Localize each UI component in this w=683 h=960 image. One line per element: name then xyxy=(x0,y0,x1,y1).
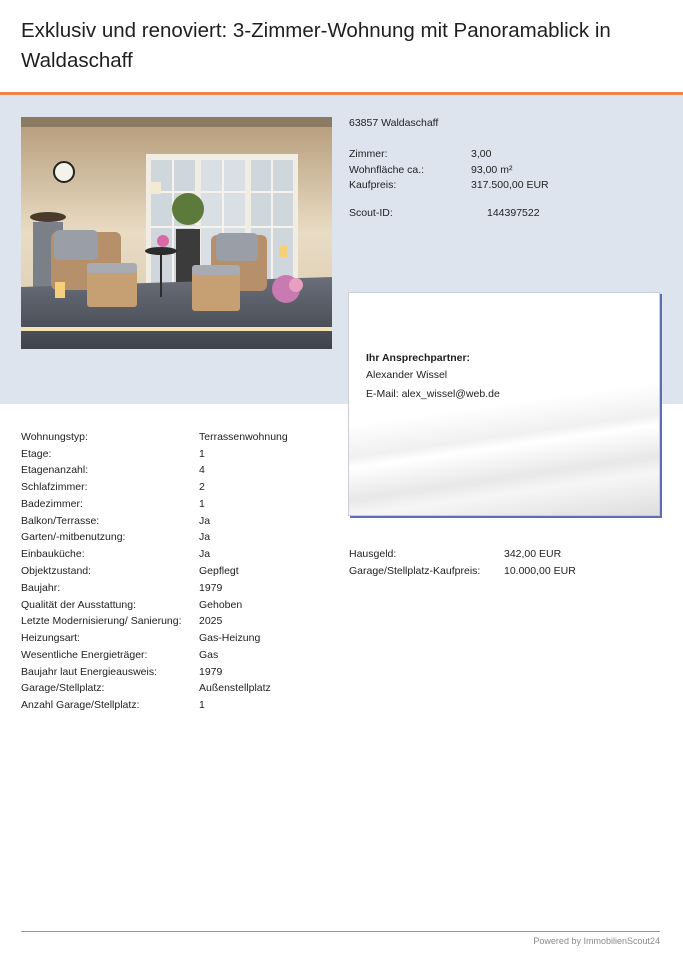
footer-credit: Powered by ImmobilienScout24 xyxy=(533,936,660,946)
detail-value: Ja xyxy=(199,548,211,560)
fact-row-rooms xyxy=(349,148,659,163)
scout-id-row xyxy=(349,207,659,222)
detail-label: Qualität der Ausstattung: xyxy=(21,599,136,611)
detail-value: 1979 xyxy=(199,582,223,594)
detail-label: Garage/Stellplatz: xyxy=(21,682,105,694)
detail-value: Ja xyxy=(199,531,211,543)
footer-divider xyxy=(21,931,660,932)
detail-value: Gepflegt xyxy=(199,565,239,577)
detail-value: Terrassenwohnung xyxy=(199,431,288,443)
cost-label: Hausgeld: xyxy=(349,548,397,560)
contact-name: Alexander Wissel xyxy=(366,369,448,381)
detail-row xyxy=(21,632,331,649)
detail-row xyxy=(21,548,331,565)
fact-row-price xyxy=(349,179,659,194)
detail-label: Etagenanzahl: xyxy=(21,464,89,476)
detail-row xyxy=(21,682,331,699)
detail-value: 1 xyxy=(199,498,205,510)
detail-row xyxy=(21,582,331,599)
fact-value: 3,00 xyxy=(471,148,492,160)
header xyxy=(0,0,683,92)
detail-label: Etage: xyxy=(21,448,52,460)
property-photo xyxy=(21,117,332,349)
detail-value: Ja xyxy=(199,515,211,527)
fact-value: 317.500,00 EUR xyxy=(471,179,549,191)
location: 63857 Waldaschaff xyxy=(349,117,439,129)
page-title: Exklusiv und renoviert: 3-Zimmer-Wohnung mit Panoramablick in Waldaschaff xyxy=(21,19,611,72)
fact-row-living-area xyxy=(349,164,659,179)
detail-label: Balkon/Terrasse: xyxy=(21,515,100,527)
detail-value: 2025 xyxy=(199,615,223,627)
detail-label: Letzte Modernisierung/ Sanierung: xyxy=(21,615,182,627)
detail-row xyxy=(21,498,331,515)
detail-value: Gas xyxy=(199,649,219,661)
detail-row xyxy=(21,615,331,632)
scout-id-value: 144397522 xyxy=(487,207,540,219)
detail-row xyxy=(21,599,331,616)
detail-label: Garten/-mitbenutzung: xyxy=(21,531,126,543)
contact-card xyxy=(348,292,660,516)
detail-row xyxy=(21,464,331,481)
terrace-photo-image xyxy=(21,117,332,349)
detail-row xyxy=(21,515,331,532)
detail-row xyxy=(21,448,331,465)
detail-label: Schlafzimmer: xyxy=(21,481,88,493)
detail-value: Außenstellplatz xyxy=(199,682,271,694)
detail-label: Heizungsart: xyxy=(21,632,80,644)
detail-row xyxy=(21,565,331,582)
fact-label: Kaufpreis: xyxy=(349,179,397,191)
detail-row xyxy=(21,481,331,498)
detail-value: 4 xyxy=(199,464,205,476)
detail-row xyxy=(21,431,331,448)
detail-label: Wesentliche Energieträger: xyxy=(21,649,148,661)
contact-email[interactable]: E-Mail: alex_wissel@web.de xyxy=(366,388,500,400)
detail-label: Badezimmer: xyxy=(21,498,83,510)
detail-label: Anzahl Garage/Stellplatz: xyxy=(21,699,140,711)
detail-row xyxy=(21,666,331,683)
fact-label: Wohnfläche ca.: xyxy=(349,164,425,176)
detail-label: Baujahr laut Energieausweis: xyxy=(21,666,157,678)
detail-label: Einbauküche: xyxy=(21,548,85,560)
contact-heading: Ihr Ansprechpartner: xyxy=(366,352,471,364)
cost-label: Garage/Stellplatz-Kaufpreis: xyxy=(349,565,481,577)
detail-row xyxy=(21,649,331,666)
cost-row-parking-price xyxy=(349,565,659,582)
cost-row-hausgeld xyxy=(349,548,659,565)
detail-label: Baujahr: xyxy=(21,582,61,594)
detail-value: 1 xyxy=(199,448,205,460)
fact-label: Zimmer: xyxy=(349,148,388,160)
detail-row xyxy=(21,699,331,716)
cost-value: 342,00 EUR xyxy=(504,548,562,560)
detail-label: Objektzustand: xyxy=(21,565,92,577)
detail-value: Gehoben xyxy=(199,599,243,611)
fact-value: 93,00 m² xyxy=(471,164,513,176)
detail-value: Gas-Heizung xyxy=(199,632,261,644)
scout-id-label: Scout-ID: xyxy=(349,207,393,219)
detail-row xyxy=(21,531,331,548)
detail-value: 1 xyxy=(199,699,205,711)
cost-value: 10.000,00 EUR xyxy=(504,565,576,577)
detail-value: 1979 xyxy=(199,666,223,678)
detail-value: 2 xyxy=(199,481,205,493)
detail-label: Wohnungstyp: xyxy=(21,431,88,443)
